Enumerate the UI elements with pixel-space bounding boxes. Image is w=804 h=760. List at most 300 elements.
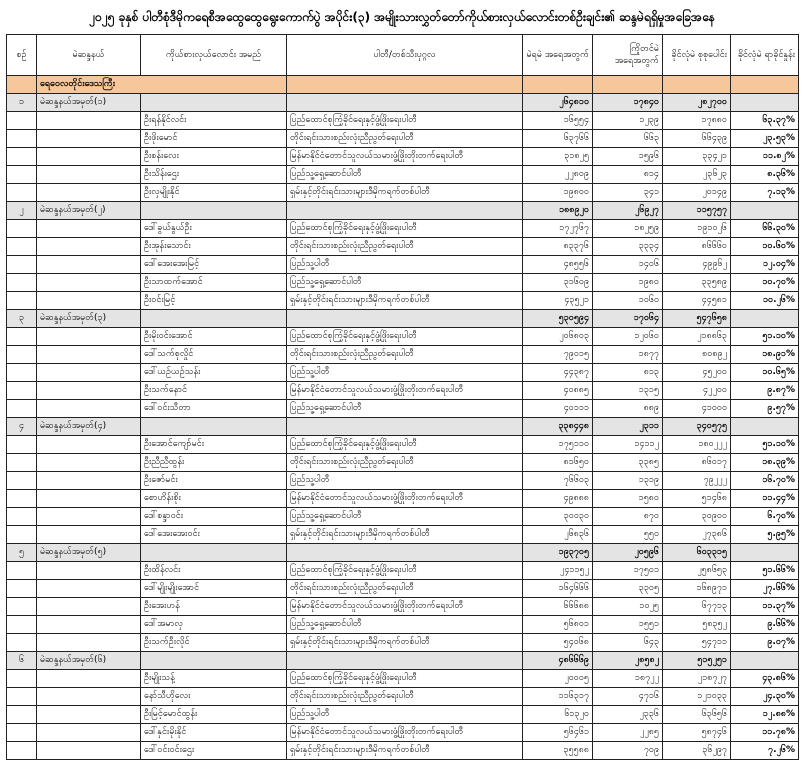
- candidate-total-votes: ၈၆၆၆၀: [663, 238, 731, 256]
- constituency-valid-votes: ၁၈၈၉၂၀: [523, 202, 593, 220]
- empty-cell: [37, 130, 141, 148]
- candidate-total-votes: ၁၉၁၀၂၆: [663, 220, 731, 238]
- candidate-valid-votes: ၆၁၃၂၀: [523, 706, 593, 724]
- candidate-name: ဒေါ်သက်စုလှိုင်: [141, 346, 287, 364]
- constituency-no: ၄: [7, 418, 37, 436]
- constituency-row: [7, 544, 799, 562]
- candidate-name: ဦးလှမျိုးနိုင်: [141, 184, 287, 202]
- candidate-advance-votes: ၁၀၆၀: [593, 292, 663, 310]
- candidate-percent: ၅၁.၁၀%: [731, 436, 799, 454]
- empty-cell: [7, 526, 37, 544]
- constituency-total-votes: ၂၈၂၇၀၀: [663, 94, 731, 112]
- candidate-valid-votes: ၃၀၀၃၀: [523, 508, 593, 526]
- constituency-advance-votes: ၂၃၁၁: [593, 418, 663, 436]
- candidate-total-votes: ၂၇၃၈၆: [663, 526, 731, 544]
- empty-cell: [7, 508, 37, 526]
- constituency-empty-cell: [141, 94, 287, 112]
- candidate-name: ဒေါ်နှင်းမိုးနိုင်: [141, 724, 287, 742]
- empty-cell: [7, 166, 37, 184]
- region-empty-cell: [523, 76, 593, 94]
- constituency-name: မဲဆန္ဒနယ်အမှတ်(၂): [37, 202, 141, 220]
- candidate-party: ရှမ်းနှင့်တိုင်းရင်းသားများဒီမိုကရက်တစ်ပါတီ: [287, 742, 523, 760]
- candidate-total-votes: ၃၀၉၀၀: [663, 508, 731, 526]
- empty-cell: [37, 688, 141, 706]
- constituency-empty-cell: [287, 202, 523, 220]
- candidate-percent: ၂၃.၅၃%: [731, 130, 799, 148]
- candidate-party: ပြည်ထောင်စုကြံ့ခိုင်ရေးနှင့်ဖွံ့ဖြိုးရေးပါတီ: [287, 112, 523, 130]
- candidate-total-votes: ၂၁၈၈၆၃: [663, 328, 731, 346]
- candidate-valid-votes: ၂၀၀၀၅: [523, 670, 593, 688]
- empty-cell: [7, 184, 37, 202]
- candidate-advance-votes: ၁၃၁၅: [593, 382, 663, 400]
- candidate-total-votes: ၄၁၀၀၀: [663, 400, 731, 418]
- empty-cell: [7, 148, 37, 166]
- candidate-percent: ၇.၂၆%: [731, 742, 799, 760]
- candidate-total-votes: ၃၃၅၈၉: [663, 274, 731, 292]
- candidate-party: မြန်မာနိုင်ငံတောင်သူလယ်သမားဖွံ့ဖြိုးတိုးတက်ရေးပါတီ: [287, 598, 523, 616]
- candidate-row: [7, 256, 799, 274]
- candidate-row: [7, 238, 799, 256]
- candidate-name: ဦးစန်းလေး: [141, 148, 287, 166]
- candidate-total-votes: ၁၈၀၂၂၂: [663, 436, 731, 454]
- candidate-row: [7, 292, 799, 310]
- candidate-valid-votes: ၈၁၆၅၀: [523, 454, 593, 472]
- constituency-name: မဲဆန္ဒနယ်အမှတ်(၆): [37, 652, 141, 670]
- candidate-name: ဦးထိန်လင်း: [141, 562, 287, 580]
- header-constituency: မဲဆန္ဒနယ်: [37, 35, 141, 76]
- candidate-party: ပြည်ထောင်စုကြံ့ခိုင်ရေးနှင့်ဖွံ့ဖြိုးရေးပါတီ: [287, 562, 523, 580]
- candidate-total-votes: ၄၉၉၆၂: [663, 256, 731, 274]
- candidate-party: ပြည်သူ့ပါတီ: [287, 364, 523, 382]
- empty-cell: [7, 112, 37, 130]
- candidate-total-votes: ၃၃၄၂၁: [663, 148, 731, 166]
- empty-cell: [7, 436, 37, 454]
- constituency-valid-votes: ၄၈၆၆၆၉: [523, 652, 593, 670]
- constituency-row: [7, 418, 799, 436]
- candidate-advance-votes: ၁၈၇၂၂: [593, 670, 663, 688]
- candidate-advance-votes: ၁၃၁၉: [593, 472, 663, 490]
- candidate-valid-votes: ၁၇၅၁၁၀: [523, 436, 593, 454]
- empty-cell: [7, 598, 37, 616]
- candidate-advance-votes: ၁၅၉၆: [593, 148, 663, 166]
- candidate-row: [7, 562, 799, 580]
- candidate-party: ရှမ်းနှင့်တိုင်းရင်းသားများဒီမိုကရက်တစ်ပါတီ: [287, 184, 523, 202]
- header-total-votes: ခိုင်လုံမဲ စုစုပေါင်း: [663, 35, 731, 76]
- candidate-total-votes: ၂၃၆၂၃: [663, 166, 731, 184]
- constituency-no: ၆: [7, 652, 37, 670]
- constituency-advance-votes: ၁၇၀၆၄: [593, 310, 663, 328]
- constituency-total-votes: ၅၁၅၂၅၁: [663, 652, 731, 670]
- candidate-party: တိုင်းရင်းသားစည်းလုံးညီညွတ်ရေးပါတီ: [287, 238, 523, 256]
- empty-cell: [37, 292, 141, 310]
- candidate-percent: ၉.၀၇%: [731, 634, 799, 652]
- candidate-advance-votes: ၃၄၁: [593, 184, 663, 202]
- candidate-percent: ၉.၅၇%: [731, 400, 799, 418]
- candidate-percent: ၁၀.၆၅%: [731, 364, 799, 382]
- constituency-total-votes: ၅၄၇၆၅၈: [663, 310, 731, 328]
- candidate-total-votes: ၁၂၁၀၃၃: [663, 688, 731, 706]
- region-empty-cell: [287, 76, 523, 94]
- empty-cell: [7, 634, 37, 652]
- candidate-total-votes: ၇၉၂၂၂: [663, 472, 731, 490]
- candidate-party: ပြည်သူ့ပါတီ: [287, 472, 523, 490]
- candidate-party: ပြည်သူ့ရှေ့ဆောင်ပါတီ: [287, 274, 523, 292]
- candidate-name: ဦးသာထက်အောင်: [141, 274, 287, 292]
- candidate-row: [7, 706, 799, 724]
- candidate-advance-votes: ၁၈၇၇: [593, 346, 663, 364]
- candidate-party: တိုင်းရင်းသားစည်းလုံးညီညွတ်ရေးပါတီ: [287, 454, 523, 472]
- empty-cell: [7, 130, 37, 148]
- candidate-row: [7, 580, 799, 598]
- constituency-empty-cell: [287, 652, 523, 670]
- candidate-percent: ၂၄.၃၀%: [731, 688, 799, 706]
- candidate-valid-votes: ၅၄၀၆၈: [523, 634, 593, 652]
- candidate-advance-votes: ၇၀၉: [593, 742, 663, 760]
- candidate-percent: ၁၁.၃၇%: [731, 598, 799, 616]
- empty-cell: [37, 112, 141, 130]
- empty-cell: [37, 472, 141, 490]
- constituency-valid-votes: ၂၆၄၈၁၀: [523, 94, 593, 112]
- candidate-name: နော်သီဟိုလေး: [141, 688, 287, 706]
- candidate-name: ဦးသိန်းဌေး: [141, 166, 287, 184]
- constituency-no: ၂: [7, 202, 37, 220]
- page-title: ၂၀၂၅ ခုနှစ် ပါတီစုံဒီမိုကရေစီအထွေထွေရွေးကောက်ပွဲ အပိုင်း(၃) အမျိုးသားလွှတ်တော်ကိုယ်စားလှယ်လောင်းတစ်ဦးချင်း၏ ဆန္ဒမဲရရှိမှုအခြေအနေ: [89, 10, 715, 24]
- header-row: [7, 35, 799, 76]
- candidate-row: [7, 148, 799, 166]
- candidate-percent: ၁၈.၉၁%: [731, 346, 799, 364]
- constituency-empty-cell: [287, 310, 523, 328]
- constituency-row: [7, 202, 799, 220]
- candidate-total-votes: ၅၄၇၁၁: [663, 634, 731, 652]
- constituency-no: ၅: [7, 544, 37, 562]
- candidate-total-votes: ၅၈၃၅၂: [663, 616, 731, 634]
- constituency-empty-cell: [287, 418, 523, 436]
- candidate-name: ဒေါ်အေးအေးမြင့်: [141, 256, 287, 274]
- candidate-name: ဦးမိုးဝင်းအောင်: [141, 328, 287, 346]
- constituency-empty-cell: [141, 652, 287, 670]
- candidate-advance-votes: ၂၂၈၅: [593, 724, 663, 742]
- empty-cell: [37, 166, 141, 184]
- empty-cell: [7, 688, 37, 706]
- constituency-empty-cell: [731, 418, 799, 436]
- candidate-row: [7, 616, 799, 634]
- region-row: [7, 76, 799, 94]
- constituency-empty-cell: [731, 94, 799, 112]
- candidate-percent: ၁၈.၃၉%: [731, 454, 799, 472]
- candidate-name: ဦးရန်နိုင်လင်း: [141, 112, 287, 130]
- candidate-name: ဦးအေးဟန်: [141, 598, 287, 616]
- candidate-party: ပြည်ထောင်စုကြံ့ခိုင်ရေးနှင့်ဖွံ့ဖြိုးရေးပါတီ: [287, 220, 523, 238]
- candidate-percent: ၁၂.၈၈%: [731, 706, 799, 724]
- candidate-percent: ၅၁.၁၀%: [731, 328, 799, 346]
- header-candidate: ကိုယ်စားလှယ်လောင်း အမည်: [141, 35, 287, 76]
- empty-cell: [37, 562, 141, 580]
- candidate-valid-votes: ၂၆၈၃၆: [523, 526, 593, 544]
- candidate-name: ဦးညီညီထွန်း: [141, 454, 287, 472]
- empty-cell: [7, 454, 37, 472]
- constituency-empty-cell: [731, 652, 799, 670]
- candidate-percent: ၁၁.၈၂%: [731, 148, 799, 166]
- candidate-name: ဒေါ်ခွယ်နွယ်ဦး: [141, 220, 287, 238]
- empty-cell: [37, 742, 141, 760]
- candidate-valid-votes: ၇၉၀၁၅: [523, 346, 593, 364]
- constituency-empty-cell: [287, 544, 523, 562]
- candidate-row: [7, 166, 799, 184]
- constituency-name: မဲဆန္ဒနယ်အမှတ်(၃): [37, 310, 141, 328]
- candidate-percent: ၂၇.၆၆%: [731, 580, 799, 598]
- candidate-total-votes: ၄၂၂၀၀: [663, 382, 731, 400]
- constituency-row: [7, 652, 799, 670]
- empty-cell: [7, 364, 37, 382]
- candidate-total-votes: ၃၆၂၉၇: [663, 742, 731, 760]
- candidate-name: ဒေါ်စန္ဒာဝင်း: [141, 508, 287, 526]
- candidate-advance-votes: ၃၃၃၄: [593, 238, 663, 256]
- empty-cell: [7, 562, 37, 580]
- candidate-percent: ၁၆.၇၀%: [731, 472, 799, 490]
- region-empty-cell: [593, 76, 663, 94]
- candidate-party: ပြည်ထောင်စုကြံ့ခိုင်ရေးနှင့်ဖွံ့ဖြိုးရေးပါတီ: [287, 328, 523, 346]
- candidate-name: ဦးဇော်မင်း: [141, 472, 287, 490]
- candidate-valid-votes: ၁၇၂၇၆၇: [523, 220, 593, 238]
- empty-cell: [7, 472, 37, 490]
- empty-cell: [7, 724, 37, 742]
- empty-cell: [37, 454, 141, 472]
- candidate-percent: ၅၁.၆၆%: [731, 562, 799, 580]
- region-name: ရေဝေလတိုင်းဒေသကြီး: [37, 76, 287, 94]
- empty-cell: [37, 634, 141, 652]
- candidate-total-votes: ၅၁၄၆၈: [663, 490, 731, 508]
- constituency-advance-votes: ၂၆၉၂၇: [593, 202, 663, 220]
- candidate-advance-votes: ၁၇၅၀၁: [593, 562, 663, 580]
- candidate-name: စောဟိန်းစိုး: [141, 490, 287, 508]
- candidate-row: [7, 724, 799, 742]
- empty-cell: [7, 670, 37, 688]
- candidate-valid-votes: ၅၆၈၀၁: [523, 616, 593, 634]
- candidate-valid-votes: ၁၆၅၅၄: [523, 112, 593, 130]
- constituency-total-votes: ၆၀၃၃၁၅: [663, 544, 731, 562]
- candidate-percent: ၁၂.၀၄%: [731, 256, 799, 274]
- constituency-empty-cell: [141, 310, 287, 328]
- candidate-row: [7, 634, 799, 652]
- candidate-row: [7, 112, 799, 130]
- candidate-percent: ၈.၃၆%: [731, 166, 799, 184]
- candidate-row: [7, 742, 799, 760]
- constituency-valid-votes: ၅၃၀၅၉၄: [523, 310, 593, 328]
- empty-cell: [37, 382, 141, 400]
- candidate-valid-votes: ၇၆၆၀၃: [523, 472, 593, 490]
- candidate-advance-votes: ၈၁၃: [593, 364, 663, 382]
- candidate-party: မြန်မာနိုင်ငံတောင်သူလယ်သမားဖွံ့ဖြိုးတိုးတက်ရေးပါတီ: [287, 724, 523, 742]
- candidate-advance-votes: ၁၂၃၉: [593, 112, 663, 130]
- candidate-advance-votes: ၁၄၀၆: [593, 256, 663, 274]
- candidate-party: ပြည်သူ့ရှေ့ဆောင်ပါတီ: [287, 508, 523, 526]
- candidate-name: ဒေါ်အေးအေးဝင်း: [141, 526, 287, 544]
- candidate-name: ဒေါ်အမာလှ: [141, 616, 287, 634]
- candidate-row: [7, 400, 799, 418]
- candidate-row: [7, 220, 799, 238]
- candidate-percent: ၁၀.၇၀%: [731, 274, 799, 292]
- candidate-valid-votes: ၄၉၈၈၈: [523, 490, 593, 508]
- candidate-party: ပြည်သူ့ရှေ့ဆောင်ပါတီ: [287, 616, 523, 634]
- empty-cell: [37, 436, 141, 454]
- constituency-name: မဲဆန္ဒနယ်အမှတ်(၅): [37, 544, 141, 562]
- empty-cell: [37, 346, 141, 364]
- candidate-percent: ၁၀.၂၆%: [731, 292, 799, 310]
- candidate-valid-votes: ၁၉၈၀၀: [523, 184, 593, 202]
- header-no: စဉ်: [7, 35, 37, 76]
- candidate-row: [7, 526, 799, 544]
- candidate-total-votes: ၄၅၂၀၀: [663, 364, 731, 382]
- empty-cell: [7, 292, 37, 310]
- constituency-empty-cell: [731, 202, 799, 220]
- candidate-valid-votes: ၂၂၈၀၉: [523, 166, 593, 184]
- candidate-percent: ၁၁.၇၈%: [731, 724, 799, 742]
- empty-cell: [7, 616, 37, 634]
- candidate-row: [7, 364, 799, 382]
- empty-cell: [37, 220, 141, 238]
- empty-cell: [37, 364, 141, 382]
- candidate-name: ဦးအုန်းသောင်း: [141, 238, 287, 256]
- empty-cell: [37, 508, 141, 526]
- candidate-advance-votes: ၃၃၀၅: [593, 580, 663, 598]
- candidate-total-votes: ၆၆၄၃၉: [663, 130, 731, 148]
- candidate-name: ဒေါ်ဝင်းဝင်းဌေး: [141, 742, 287, 760]
- candidate-percent: ၆၆.၃၀%: [731, 220, 799, 238]
- candidate-percent: ၉.၈၇%: [731, 382, 799, 400]
- candidate-party: မြန်မာနိုင်ငံတောင်သူလယ်သမားဖွံ့ဖြိုးတိုးတက်ရေးပါတီ: [287, 382, 523, 400]
- candidate-advance-votes: ၆၄၃: [593, 634, 663, 652]
- empty-cell: [7, 346, 37, 364]
- candidate-total-votes: ၅၈၇၄၆: [663, 724, 731, 742]
- candidate-advance-votes: ၈၇၀: [593, 508, 663, 526]
- constituency-empty-cell: [731, 310, 799, 328]
- candidate-party: ပြည်သူ့ပါတီ: [287, 256, 523, 274]
- candidate-valid-votes: ၃၁၈၂၅: [523, 148, 593, 166]
- constituency-empty-cell: [287, 94, 523, 112]
- constituency-name: မဲဆန္ဒနယ်အမှတ်(၁): [37, 94, 141, 112]
- candidate-party: ပြည်ထောင်စုကြံ့ခိုင်ရေးနှင့်ဖွံ့ဖြိုးရေးပါတီ: [287, 436, 523, 454]
- candidate-valid-votes: ၈၃၃၇၆: [523, 238, 593, 256]
- candidate-name: ဒေါ်မျိုးမျိုးအောင်: [141, 580, 287, 598]
- candidate-advance-votes: ၈၈၉: [593, 400, 663, 418]
- candidate-total-votes: ၂၀၁၄၉: [663, 184, 731, 202]
- candidate-party: ပြည်သူ့ရှေ့ဆောင်ပါတီ: [287, 166, 523, 184]
- constituency-valid-votes: ၁၉၃၇၀၅: [523, 544, 593, 562]
- candidate-valid-votes: ၄၄၃၈၇: [523, 364, 593, 382]
- constituency-advance-votes: ၂၈၅၈၂: [593, 652, 663, 670]
- empty-cell: [37, 598, 141, 616]
- empty-cell: [37, 706, 141, 724]
- candidate-party: ရှမ်းနှင့်တိုင်းရင်းသားများဒီမိုကရက်တစ်ပါတီ: [287, 526, 523, 544]
- candidate-party: တိုင်းရင်းသားစည်းလုံးညီညွတ်ရေးပါတီ: [287, 580, 523, 598]
- candidate-name: ဦးမြင့်မောင်ထွန်း: [141, 706, 287, 724]
- candidate-percent: ၁၀.၆၀%: [731, 238, 799, 256]
- candidate-total-votes: ၈၀၈၉၂: [663, 346, 731, 364]
- candidate-percent: ၉.၆၆%: [731, 616, 799, 634]
- candidate-valid-votes: ၄၀၁၁၁: [523, 400, 593, 418]
- candidate-valid-votes: ၄၀၈၈၅: [523, 382, 593, 400]
- candidate-row: [7, 688, 799, 706]
- candidate-percent: ၄၃.၈၆%: [731, 670, 799, 688]
- candidate-row: [7, 490, 799, 508]
- header-advance-votes: ကြိုတင်မဲ အရေအတွက်: [593, 35, 663, 76]
- empty-cell: [37, 256, 141, 274]
- candidate-row: [7, 670, 799, 688]
- region-empty-cell: [731, 76, 799, 94]
- empty-cell: [7, 256, 37, 274]
- candidate-party: ပြည်သူ့ရှေ့ဆောင်ပါတီ: [287, 400, 523, 418]
- empty-cell: [37, 616, 141, 634]
- empty-cell: [37, 724, 141, 742]
- constituency-total-votes: ၁၁၅၇၅၇: [663, 202, 731, 220]
- candidate-advance-votes: ၂၃၃၆: [593, 706, 663, 724]
- candidate-valid-votes: ၆၃၇၆၆: [523, 130, 593, 148]
- candidate-party: ပြည်သူ့ပါတီ: [287, 706, 523, 724]
- candidate-advance-votes: ၁၅၈၀: [593, 490, 663, 508]
- candidate-percent: ၇.၁၃%: [731, 184, 799, 202]
- constituency-name: မဲဆန္ဒနယ်အမှတ်(၄): [37, 418, 141, 436]
- header-valid-votes: မဲရမဲ အရေအတွက်: [523, 35, 593, 76]
- constituency-advance-votes: ၁၇၈၄၀: [593, 94, 663, 112]
- results-table: [6, 34, 799, 760]
- header-party: ပါတီ/တစ်သီးပုဂ္ဂလ: [287, 35, 523, 76]
- region-empty-cell: [663, 76, 731, 94]
- candidate-row: [7, 436, 799, 454]
- candidate-row: [7, 130, 799, 148]
- candidate-party: ရှမ်းနှင့်တိုင်းရင်းသားများဒီမိုကရက်တစ်ပါတီ: [287, 634, 523, 652]
- candidate-advance-votes: ၄၇၁၆: [593, 688, 663, 706]
- empty-cell: [7, 220, 37, 238]
- empty-cell: [7, 706, 37, 724]
- constituency-total-votes: ၃၄၀၅၇၅: [663, 418, 731, 436]
- candidate-row: [7, 328, 799, 346]
- candidate-total-votes: ၈၆၀၁၇: [663, 454, 731, 472]
- candidate-advance-votes: ၁၀၂၅: [593, 598, 663, 616]
- candidate-total-votes: ၂၁၈၇၂၇: [663, 670, 731, 688]
- candidate-party: ပြည်ထောင်စုကြံ့ခိုင်ရေးနှင့်ဖွံ့ဖြိုးရေးပါတီ: [287, 670, 523, 688]
- constituency-row: [7, 310, 799, 328]
- candidate-total-votes: ၆၇၇၁၃: [663, 598, 731, 616]
- candidate-name: ဦးမျိုးသန့်: [141, 670, 287, 688]
- constituency-empty-cell: [141, 544, 287, 562]
- candidate-row: [7, 508, 799, 526]
- empty-cell: [37, 238, 141, 256]
- candidate-valid-votes: ၁၆၄၆၆၆: [523, 580, 593, 598]
- empty-cell: [37, 148, 141, 166]
- candidate-advance-votes: ၁၂၀၆၀: [593, 328, 663, 346]
- constituency-empty-cell: [731, 544, 799, 562]
- candidate-row: [7, 598, 799, 616]
- candidate-row: [7, 454, 799, 472]
- candidate-percent: ၅.၉၅%: [731, 526, 799, 544]
- candidate-party: တိုင်းရင်းသားစည်းလုံးညီညွတ်ရေးပါတီ: [287, 688, 523, 706]
- candidate-advance-votes: ၁၅၅၁: [593, 616, 663, 634]
- candidate-party: မြန်မာနိုင်ငံတောင်သူလယ်သမားဖွံ့ဖြိုးတိုးတက်ရေးပါတီ: [287, 490, 523, 508]
- constituency-empty-cell: [141, 418, 287, 436]
- empty-cell: [7, 328, 37, 346]
- candidate-advance-votes: ၁၉၈၀: [593, 274, 663, 292]
- constituency-row: [7, 94, 799, 112]
- candidate-party: တိုင်းရင်းသားစည်းလုံးညီညွတ်ရေးပါတီ: [287, 346, 523, 364]
- empty-cell: [7, 382, 37, 400]
- candidate-valid-votes: ၁၁၆၃၁၇: [523, 688, 593, 706]
- constituency-no: ၃: [7, 310, 37, 328]
- constituency-advance-votes: ၂၀၅၉၆: [593, 544, 663, 562]
- empty-cell: [7, 490, 37, 508]
- candidate-advance-votes: ၈၁၄: [593, 166, 663, 184]
- candidate-valid-votes: ၄၈၅၅၆: [523, 256, 593, 274]
- empty-cell: [7, 580, 37, 598]
